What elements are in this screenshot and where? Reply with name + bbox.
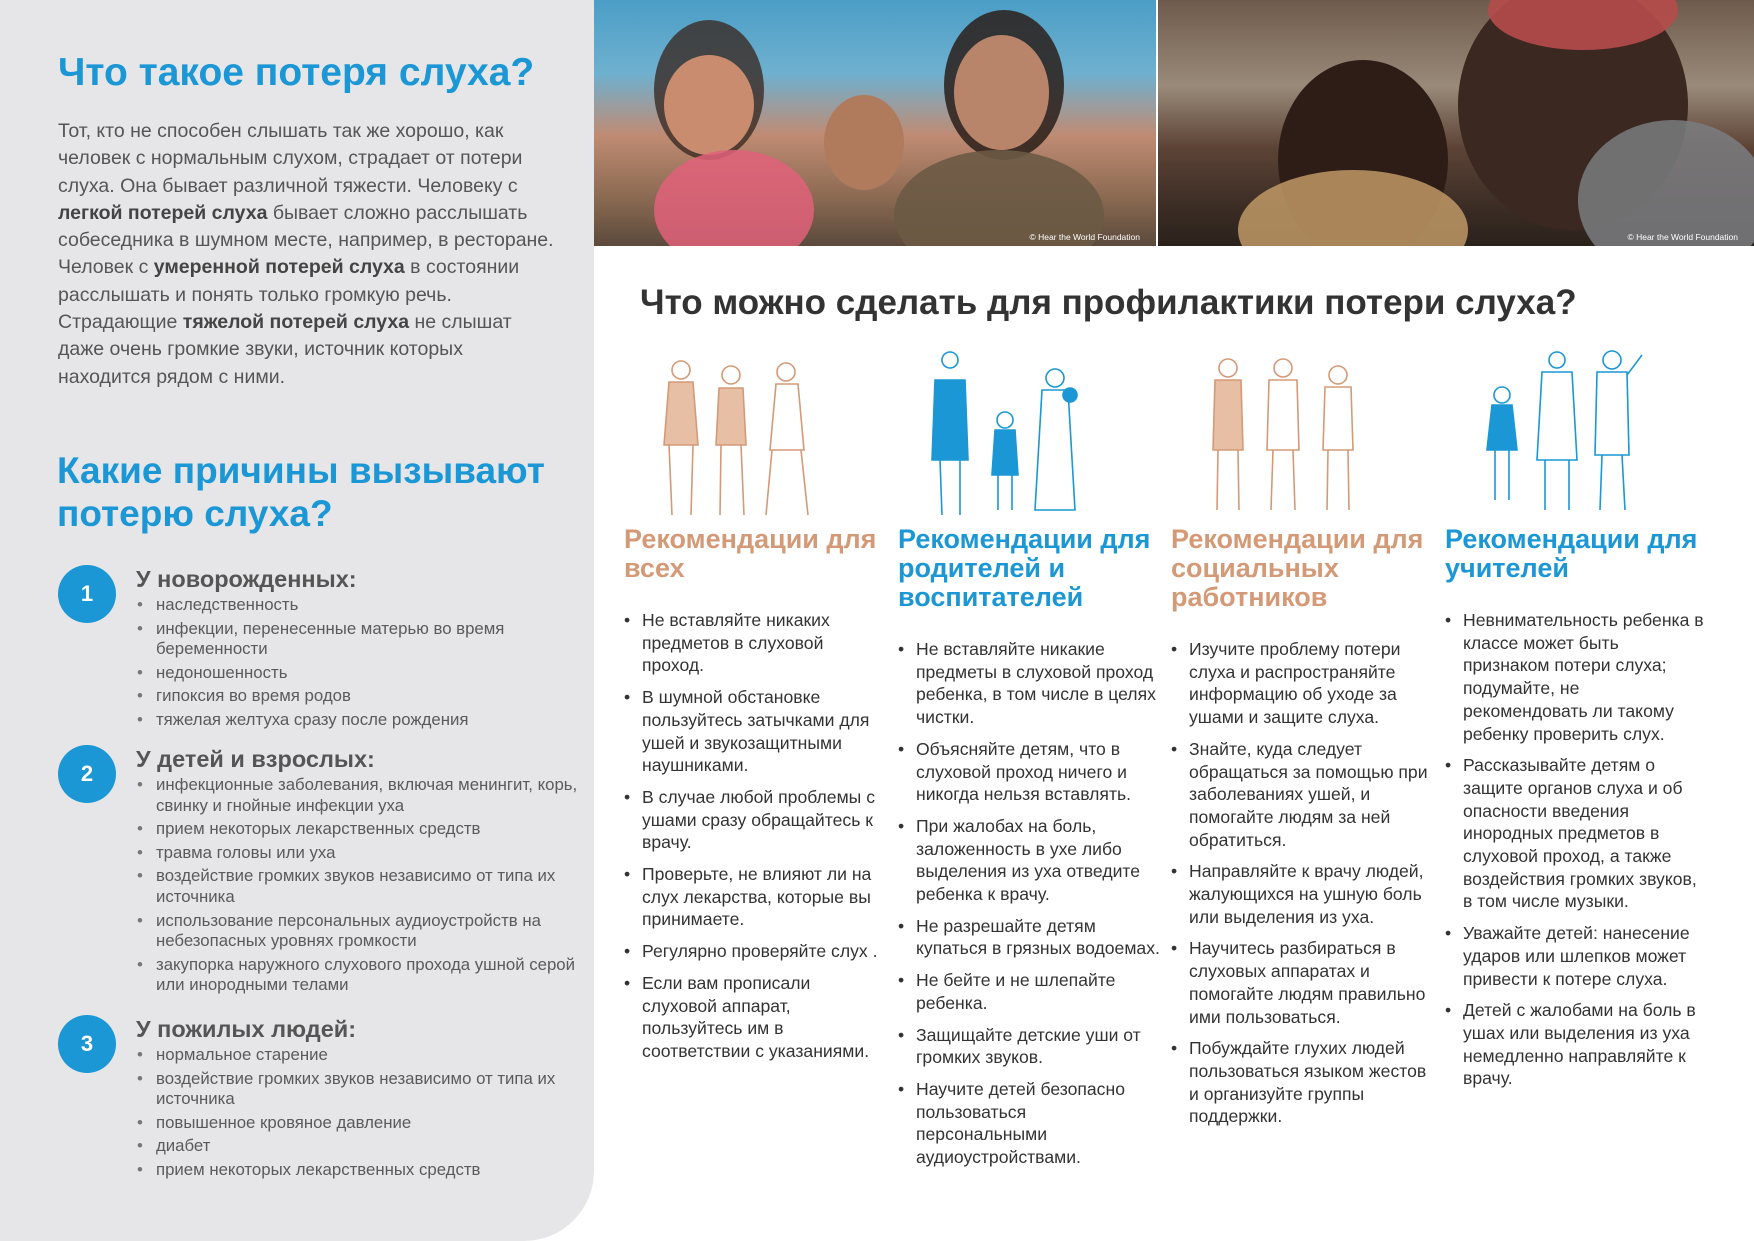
list-item: • Уважайте детей: нанесение ударов или шлепков может привести к потере слуха. bbox=[1463, 922, 1707, 990]
list-item: • Если вам прописали слуховой аппарат, пользуйтесь им в соответствии с указаниями. bbox=[642, 972, 886, 1063]
intro-text: в состоянии расслышать и понять только громкую речь. Страдающие bbox=[58, 256, 520, 334]
recommendations-social-workers bbox=[1171, 350, 1433, 1137]
recommendation-list bbox=[1445, 609, 1707, 1090]
list-item: • повышенное кровяное давление bbox=[156, 1113, 578, 1134]
recommendations-teachers bbox=[1445, 350, 1707, 1099]
column-title: Рекомендации для социальных работников bbox=[1171, 524, 1424, 612]
intro-text: не слышат даже очень громкие звуки, источник которых находится рядом с ними. bbox=[58, 311, 512, 388]
list-item: • прием некоторых лекарственных средств bbox=[156, 1160, 578, 1181]
list-item: • наследственность bbox=[156, 595, 578, 616]
intro-paragraph bbox=[58, 118, 558, 391]
list-item: • Не вставляйте никакие предметы в слуховой проход ребенка, в том числе в целях чистки. bbox=[916, 638, 1160, 729]
cause-group bbox=[58, 565, 578, 734]
list-item: • Детей с жалобами на боль в ушах или выделения из уха немедленно направляйте к врачу. bbox=[1463, 999, 1707, 1090]
intro-bold: умеренной потерей слуха bbox=[153, 256, 405, 279]
list-item: • Не бейте и не шлепайте ребенка. bbox=[916, 969, 1160, 1014]
cause-group bbox=[58, 1015, 578, 1184]
people-group-icon bbox=[636, 350, 836, 520]
photo-credit: © Hear the World Foundation bbox=[1029, 232, 1140, 242]
list-item: • гипоксия во время родов bbox=[156, 686, 578, 707]
cause-list bbox=[58, 595, 578, 731]
cause-number-badge: 2 bbox=[58, 745, 116, 803]
list-item: • воздействие громких звуков независимо от типа их источника bbox=[156, 1069, 578, 1110]
list-item: • травма головы или уха bbox=[156, 843, 578, 864]
list-item: • диабет bbox=[156, 1136, 578, 1157]
cause-title: У пожилых людей: bbox=[136, 1016, 357, 1042]
list-item: • нормальное старение bbox=[156, 1045, 578, 1066]
list-item: • Не вставляйте никаких предметов в слуховой проход. bbox=[642, 609, 886, 677]
left-panel bbox=[0, 0, 594, 1241]
page-title: Что такое потеря слуха? bbox=[58, 51, 535, 94]
list-item: • тяжелая желтуха сразу после рождения bbox=[156, 710, 578, 731]
cause-number-badge: 3 bbox=[58, 1015, 116, 1073]
list-item: • Объясняйте детям, что в слуховой проход ничего и никогда нельзя вставлять. bbox=[916, 738, 1160, 806]
intro-bold: легкой потерей слуха bbox=[58, 201, 268, 224]
list-item: • При жалобах на боль, заложенность в ухе либо выделения из уха отведите ребенка к врачу. bbox=[916, 815, 1160, 906]
list-item: • закупорка наружного слухового прохода ушной серой или инородными телами bbox=[156, 955, 578, 996]
teacher-icon bbox=[1457, 350, 1657, 520]
list-item: • инфекционные заболевания, включая менингит, корь, свинку и гнойные инфекции уха bbox=[156, 775, 578, 816]
list-item: • Знайте, куда следует обращаться за помощью при заболеваниях ушей, и помогайте людям за ней обратиться. bbox=[1189, 738, 1433, 852]
cause-title: У новорожденных: bbox=[136, 566, 357, 592]
list-item: • Побуждайте глухих людей пользоваться языком жестов и организуйте группы поддержки. bbox=[1189, 1037, 1433, 1128]
list-item: • Не разрешайте детям купаться в грязных водоемах. bbox=[916, 915, 1160, 960]
photo-family bbox=[594, 0, 1156, 246]
list-item: • Научите детей безопасно пользоваться персональными аудиоустройствами. bbox=[916, 1078, 1160, 1169]
list-item: • Научитесь разбираться в слуховых аппаратах и помогайте людям правильно ими пользоваться. bbox=[1189, 937, 1433, 1028]
list-item: • В шумной обстановке пользуйтесь затычками для ушей и звукозащитными наушниками. bbox=[642, 686, 886, 777]
list-item: • Регулярно проверяйте слух . bbox=[642, 940, 886, 963]
cause-list bbox=[58, 1045, 578, 1181]
list-item: • Защищайте детские уши от громких звуков. bbox=[916, 1024, 1160, 1069]
cause-title: У детей и взрослых: bbox=[136, 746, 375, 772]
recommendations-everyone bbox=[624, 350, 886, 1072]
recommendation-list bbox=[898, 638, 1160, 1169]
recommendation-list bbox=[624, 609, 886, 1063]
list-item: • Направляйте к врачу людей, жалующихся на ушную боль или выделения из уха. bbox=[1189, 860, 1433, 928]
prevention-heading: Что можно сделать для профилактики потери слуха? bbox=[640, 283, 1577, 322]
list-item: • использование персональных аудиоустройств на небезопасных уровнях громкости bbox=[156, 911, 578, 952]
causes-heading: Какие причины вызывают потерю слуха? bbox=[57, 450, 545, 534]
list-item: • инфекции, перенесенные матерью во время беременности bbox=[156, 619, 578, 660]
column-title: Рекомендации для учителей bbox=[1445, 524, 1698, 583]
list-item: • Рассказывайте детям о защите органов слуха и об опасности введения инородных предметов в слуховой проход, а также воздействия громких звуков, в том числе музыки. bbox=[1463, 754, 1707, 913]
list-item: • Невнимательность ребенка в классе может быть признаком потери слуха; подумайте, не рекомендовать ли такому ребенку проверить слух. bbox=[1463, 609, 1707, 745]
list-item: • В случае любой проблемы с ушами сразу обращайтесь к врачу. bbox=[642, 786, 886, 854]
list-item: • воздействие громких звуков независимо от типа их источника bbox=[156, 866, 578, 907]
column-title: Рекомендации для всех bbox=[624, 524, 877, 583]
list-item: • Изучите проблему потери слуха и распространяйте информацию об уходе за ушами и защите слуха. bbox=[1189, 638, 1433, 729]
recommendations-parents bbox=[898, 350, 1160, 1178]
family-icon bbox=[910, 350, 1110, 520]
cause-list bbox=[58, 775, 578, 996]
intro-bold: тяжелой потерей слуха bbox=[182, 311, 410, 334]
cause-group bbox=[58, 745, 578, 999]
column-title: Рекомендации для родителей и воспитателей bbox=[898, 524, 1151, 612]
photo-ear-exam bbox=[1158, 0, 1754, 246]
social-workers-icon bbox=[1183, 350, 1383, 520]
cause-number-badge: 1 bbox=[58, 565, 116, 623]
list-item: • прием некоторых лекарственных средств bbox=[156, 819, 578, 840]
recommendation-list bbox=[1171, 638, 1433, 1128]
photo-credit: © Hear the World Foundation bbox=[1627, 232, 1738, 242]
intro-text: Тот, кто не способен слышать так же хорошо, как человек с нормальным слухом, страдает от потери слуха. Она бывает различной тяжести. Человеку с bbox=[58, 120, 523, 197]
intro-text: бывает сложно расслышать собеседника в шумном месте, например, в ресторане. Человек с bbox=[58, 201, 554, 279]
list-item: • Проверьте, не влияют ли на слух лекарства, которые вы принимаете. bbox=[642, 863, 886, 931]
list-item: • недоношенность bbox=[156, 663, 578, 684]
